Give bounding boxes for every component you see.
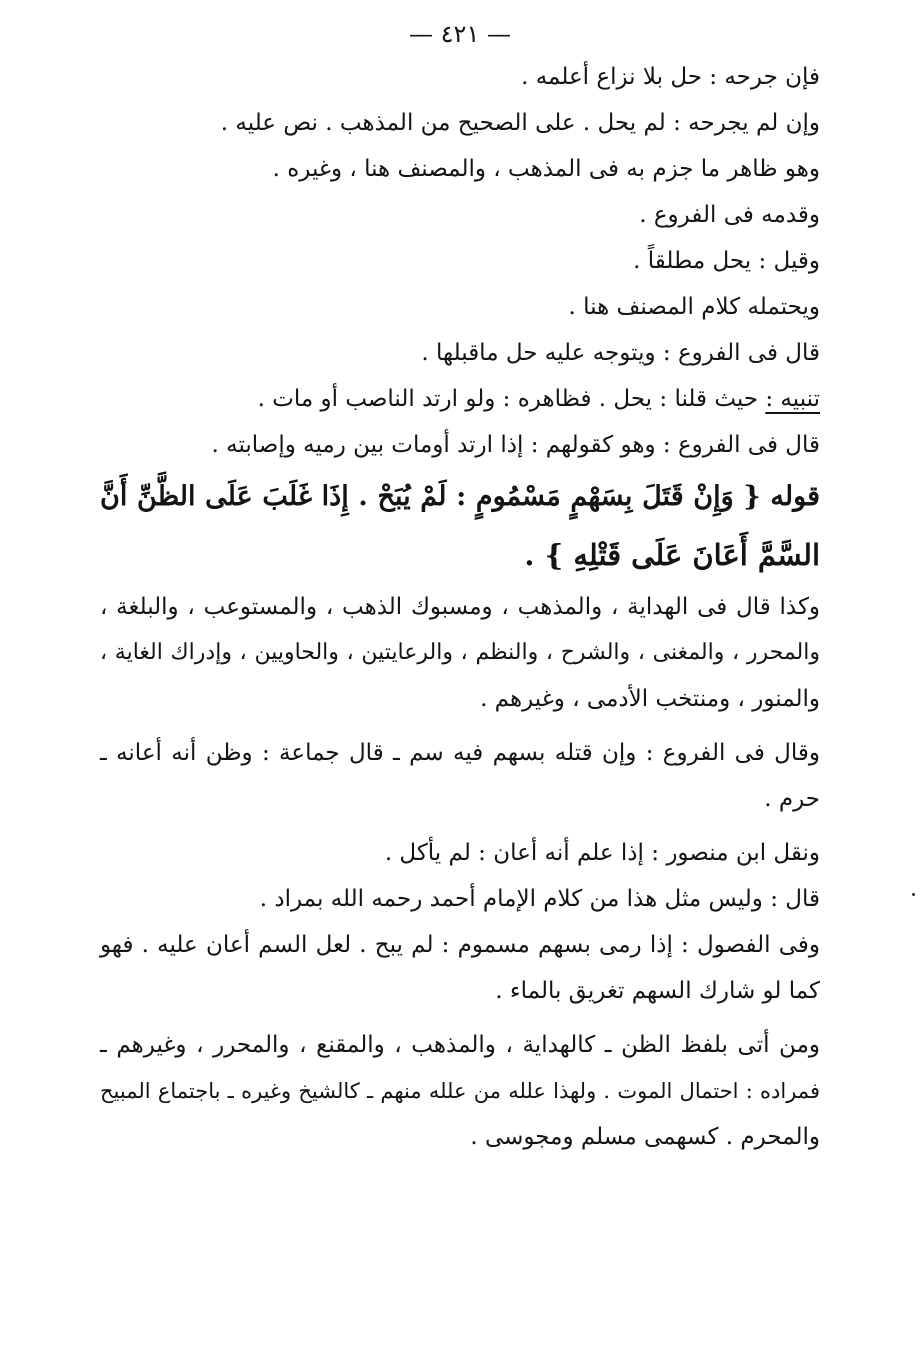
tanbih-line xyxy=(100,376,820,422)
text-line-2: وإن لم يجرحه : لم يحل . على الصحيح من المذهب . نص عليه . xyxy=(220,110,820,136)
text-line-19: وفى الفصول : إذا رمى بسهم مسموم : لم يبح . لعل السم أعان عليه . فهو xyxy=(100,932,820,958)
text-line-7: قال فى الفروع : ويتوجه عليه حل ماقبلها . xyxy=(421,340,820,366)
text-line-23: والمحرم . كسهمى مسلم ومجوسى . xyxy=(470,1124,820,1150)
text-line-3: وهو ظاهر ما جزم به فى المذهب ، والمصنف هنا ، وغيره . xyxy=(272,156,820,182)
text-line-5: وقيل : يحل مطلقاً . xyxy=(633,248,820,274)
text-line-16: حرم . xyxy=(764,786,820,812)
text-line-13: والمحرر ، والمغنى ، والشرح ، والنظم ، والرعايتين ، والحاويين ، وإدراك الغاية ، xyxy=(100,640,820,665)
quoted-matn-line-1: قوله { وَإِنْ قَتَلَ بِسَهْمٍ مَسْمُومٍ : لَمْ يُبَحْ . إِذَا غَلَبَ عَلَى الظَّنِّ أَنَّ xyxy=(100,481,820,512)
scan-speck xyxy=(912,893,915,896)
text-line-14: والمنور ، ومنتخب الأدمى ، وغيرهم . xyxy=(480,686,820,712)
book-page xyxy=(100,14,820,1160)
text-line-1: فإن جرحه : حل بلا نزاع أعلمه . xyxy=(521,64,820,90)
text-line-18: قال : وليس مثل هذا من كلام الإمام أحمد رحمه الله بمراد . xyxy=(259,886,820,912)
page-number: — ٤٢١ — xyxy=(409,20,511,48)
text-line-21: ومن أتى بلفظ الظن ـ كالهداية ، والمذهب ، والمقنع ، والمحرر ، وغيرهم ـ xyxy=(100,1032,820,1058)
text-line-9: قال فى الفروع : وهو كقولهم : إذا ارتد أومات بين رميه وإصابته . xyxy=(211,432,820,458)
text-line-17: ونقل ابن منصور : إذا علم أنه أعان : لم يأكل . xyxy=(384,840,820,866)
quoted-matn-line-2: السَّمَّ أَعَانَ عَلَى قَتْلِهِ } . xyxy=(524,538,820,572)
tanbih-text: حيث قلنا : يحل . فظاهره : ولو ارتد الناصب أو مات . xyxy=(257,386,759,412)
text-line-6: ويحتمله كلام المصنف هنا . xyxy=(568,294,820,320)
text-line-15: وقال فى الفروع : وإن قتله بسهم فيه سم ـ قال جماعة : وظن أنه أعانه ـ xyxy=(100,740,820,766)
text-line-20: كما لو شارك السهم تغريق بالماء . xyxy=(495,978,820,1004)
text-line-22: فمراده : احتمال الموت . ولهذا علله من علله منهم ـ كالشيخ وغيره ـ باجتماع المبيح xyxy=(100,1079,820,1103)
text-line-12: وكذا قال فى الهداية ، والمذهب ، ومسبوك الذهب ، والمستوعب ، والبلغة ، xyxy=(100,594,820,620)
tanbih-label: تنبيه : xyxy=(765,386,820,412)
text-line-4: وقدمه فى الفروع . xyxy=(639,202,820,228)
